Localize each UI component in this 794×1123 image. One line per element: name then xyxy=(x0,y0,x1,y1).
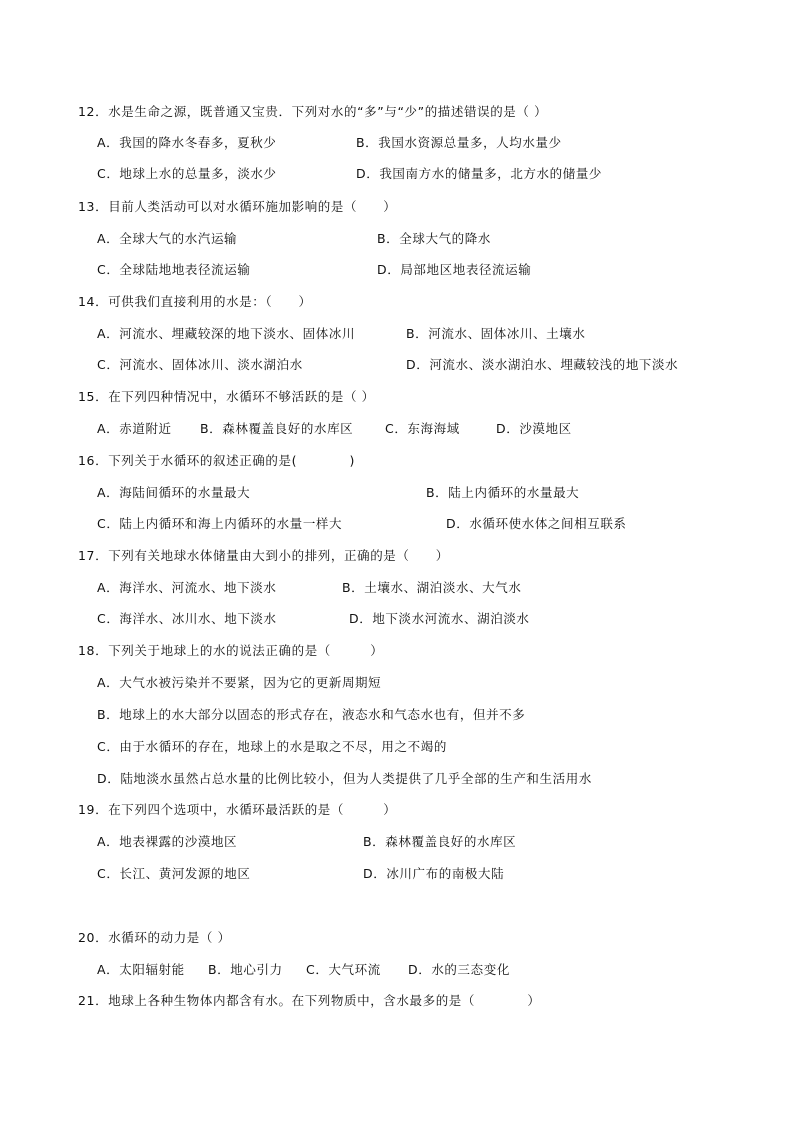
question-15-option-c: C．东海海域 xyxy=(385,421,460,436)
question-21-stem: 21．地球上各种生物体内都含有水。在下列物质中，含水最多的是（ ） xyxy=(78,993,541,1008)
question-20-option-b: B．地心引力 xyxy=(208,962,283,977)
question-19-stem: 19．在下列四个选项中，水循环最活跃的是（ ） xyxy=(78,802,397,817)
question-17-option-a: A．海洋水、河流水、地下淡水 xyxy=(97,580,277,595)
question-20-option-c: C．大气环流 xyxy=(306,962,381,977)
question-18-option-d: D．陆地淡水虽然占总水量的比例比较小，但为人类提供了几乎全部的生产和生活用水 xyxy=(97,771,592,786)
question-13-option-c: C．全球陆地地表径流运输 xyxy=(97,262,251,277)
question-18-option-b: B．地球上的水大部分以固态的形式存在，液态水和气态水也有，但并不多 xyxy=(97,707,526,722)
question-12-option-c: C．地球上水的总量多，淡水少 xyxy=(97,166,277,181)
question-16-option-b: B．陆上内循环的水量最大 xyxy=(426,485,580,500)
question-20-option-a: A．太阳辐射能 xyxy=(97,962,185,977)
question-14-option-b: B．河流水、固体冰川、土壤水 xyxy=(406,326,586,341)
question-15-option-d: D．沙漠地区 xyxy=(496,421,572,436)
question-14-stem: 14．可供我们直接利用的水是：（ ） xyxy=(78,294,312,309)
question-14-option-a: A．河流水、埋藏较深的地下淡水、固体冰川 xyxy=(97,326,356,341)
question-20-option-d: D．水的三态变化 xyxy=(408,962,510,977)
question-15-option-a: A．赤道附近 xyxy=(97,421,172,436)
question-14-option-d: D．河流水、淡水湖泊水、埋藏较浅的地下淡水 xyxy=(406,357,679,372)
question-13-option-d: D．局部地区地表径流运输 xyxy=(377,262,532,277)
question-17-option-d: D．地下淡水河流水、湖泊淡水 xyxy=(349,611,530,626)
question-12-option-b: B．我国水资源总量多，人均水量少 xyxy=(356,135,562,150)
question-19-option-a: A．地表裸露的沙漠地区 xyxy=(97,834,238,849)
question-17-option-c: C．海洋水、冰川水、地下淡水 xyxy=(97,611,277,626)
question-18-option-a: A．大气水被污染并不要紧，因为它的更新周期短 xyxy=(97,675,382,690)
question-19-option-d: D．冰川广布的南极大陆 xyxy=(363,866,505,881)
question-19-option-c: C．长江、黄河发源的地区 xyxy=(97,866,251,881)
question-16-option-d: D．水循环使水体之间相互联系 xyxy=(446,516,627,531)
question-12-option-a: A．我国的降水冬春多，夏秋少 xyxy=(97,135,277,150)
question-15-stem: 15．在下列四种情况中，水循环不够活跃的是（ ） xyxy=(78,389,375,404)
question-13-option-a: A．全球大气的水汽运输 xyxy=(97,231,238,246)
question-17-stem: 17．下列有关地球水体储量由大到小的排列，正确的是（ ） xyxy=(78,548,449,563)
question-18-stem: 18．下列关于地球上的水的说法正确的是（ ） xyxy=(78,643,384,658)
question-13-stem: 13．目前人类活动可以对水循环施加影响的是（ ） xyxy=(78,199,397,214)
question-19-option-b: B．森林覆盖良好的水库区 xyxy=(363,834,517,849)
question-20-stem: 20．水循环的动力是（ ） xyxy=(78,930,231,945)
question-17-option-b: B．土壤水、湖泊淡水、大气水 xyxy=(342,580,522,595)
question-16-stem: 16．下列关于水循环的叙述正确的是( ) xyxy=(78,453,355,468)
question-15-option-b: B．森林覆盖良好的水库区 xyxy=(200,421,354,436)
question-14-option-c: C．河流水、固体冰川、淡水湖泊水 xyxy=(97,357,303,372)
question-16-option-c: C．陆上内循环和海上内循环的水量一样大 xyxy=(97,516,343,531)
question-18-option-c: C．由于水循环的存在，地球上的水是取之不尽，用之不竭的 xyxy=(97,739,447,754)
question-12-option-d: D．我国南方水的储量多，北方水的储量少 xyxy=(356,166,603,181)
question-13-option-b: B．全球大气的降水 xyxy=(377,231,491,246)
question-16-option-a: A．海陆间循环的水量最大 xyxy=(97,485,251,500)
question-12-stem: 12．水是生命之源，既普通又宝贵．下列对水的“多”与“少”的描述错误的是（ ） xyxy=(78,104,548,119)
